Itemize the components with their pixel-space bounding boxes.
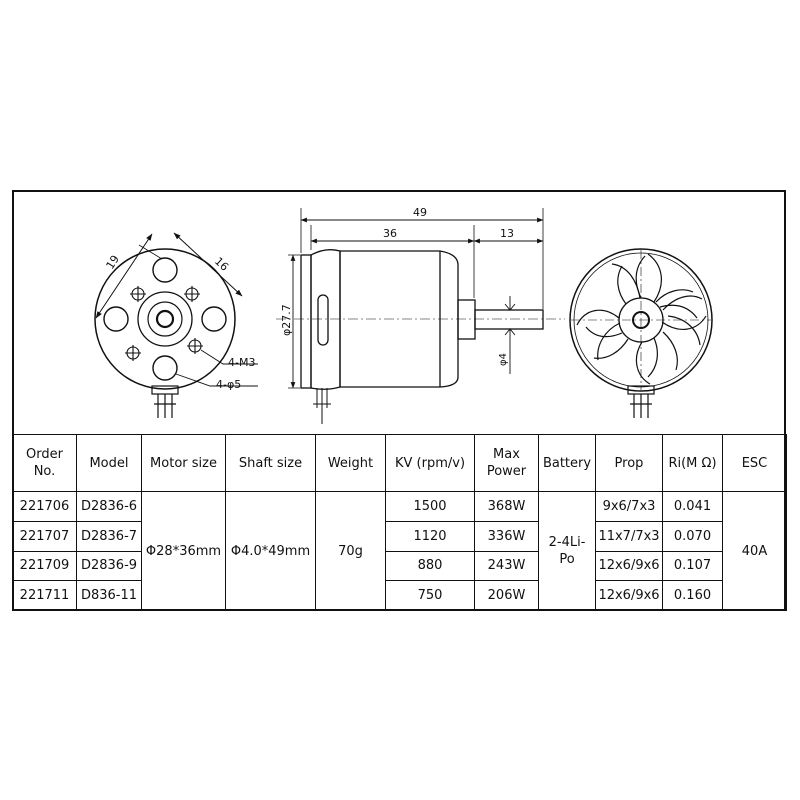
cell-model: D836-11 (77, 581, 142, 611)
hole-right (202, 307, 226, 331)
cell-power: 206W (475, 581, 539, 611)
callout-4-m3: 4-M3 (228, 356, 256, 369)
cell-prop: 12x6/9x6 (596, 581, 663, 611)
cell-shaft-size: Φ4.0*49mm (226, 492, 316, 611)
cell-kv: 1120 (386, 521, 475, 551)
cell-prop: 11x7/7x3 (596, 521, 663, 551)
wire-terminals (152, 386, 178, 418)
cell-order: 221709 (13, 551, 77, 581)
cell-battery: 2-4Li- Po (539, 492, 596, 611)
shaft-circle (157, 311, 173, 327)
spec-table (12, 434, 787, 611)
cell-model: D2836-9 (77, 551, 142, 581)
table-row (13, 492, 787, 522)
col-header-order: Order No. (13, 435, 77, 492)
callout-4-phi5: 4-φ5 (216, 378, 242, 391)
dim-36-label: 36 (383, 227, 397, 240)
cell-order: 221707 (13, 521, 77, 551)
cell-model: D2836-7 (77, 521, 142, 551)
hole-bottom (153, 356, 177, 380)
col-header-prop: Prop (596, 435, 663, 492)
cell-kv: 1500 (386, 492, 475, 522)
dim-19-label: 19 (103, 252, 122, 272)
vent-slot (318, 295, 328, 345)
col-header-max-power: Max Power (475, 435, 539, 492)
col-header-weight: Weight (316, 435, 386, 492)
cell-power: 243W (475, 551, 539, 581)
col-header-shaft-size: Shaft size (226, 435, 316, 492)
dim-49-label: 49 (413, 206, 427, 219)
cell-power: 336W (475, 521, 539, 551)
cell-prop: 9x6/7x3 (596, 492, 663, 522)
table-row (13, 581, 787, 611)
mount-plate (301, 255, 311, 388)
col-header-esc: ESC (723, 435, 787, 492)
dim-13-label: 13 (500, 227, 514, 240)
cell-power: 368W (475, 492, 539, 522)
col-header-motor-size: Motor size (142, 435, 226, 492)
col-header-model: Model (77, 435, 142, 492)
cell-ri: 0.160 (663, 581, 723, 611)
cell-order: 221711 (13, 581, 77, 611)
cell-ri: 0.107 (663, 551, 723, 581)
dim-phi27-label: φ27.7 (280, 304, 293, 336)
motor-front-section (311, 250, 340, 390)
col-header-ri: Ri(M Ω) (663, 435, 723, 492)
cell-weight: 70g (316, 492, 386, 611)
cell-model: D2836-6 (77, 492, 142, 522)
col-header-battery: Battery (539, 435, 596, 492)
cell-order: 221706 (13, 492, 77, 522)
dim-phi4-label: φ4 (498, 353, 509, 366)
side-profile-view (276, 208, 565, 424)
col-header-kv: KV (rpm/v) (386, 435, 475, 492)
cell-kv: 750 (386, 581, 475, 611)
table-row (13, 551, 787, 581)
cell-ri: 0.041 (663, 492, 723, 522)
fan-blades (577, 254, 706, 384)
hole-top (153, 258, 177, 282)
cell-kv: 880 (386, 551, 475, 581)
rear-fan-view (570, 249, 712, 418)
table-header-row (13, 435, 787, 492)
shaft-collar (458, 300, 475, 339)
dim-16-label: 16 (211, 254, 232, 274)
cell-prop: 12x6/9x6 (596, 551, 663, 581)
hole-left (104, 307, 128, 331)
shaft (475, 310, 543, 329)
cell-motor-size: Φ28*36mm (142, 492, 226, 611)
cell-ri: 0.070 (663, 521, 723, 551)
table-row (13, 521, 787, 551)
cell-esc: 40A (723, 492, 787, 611)
